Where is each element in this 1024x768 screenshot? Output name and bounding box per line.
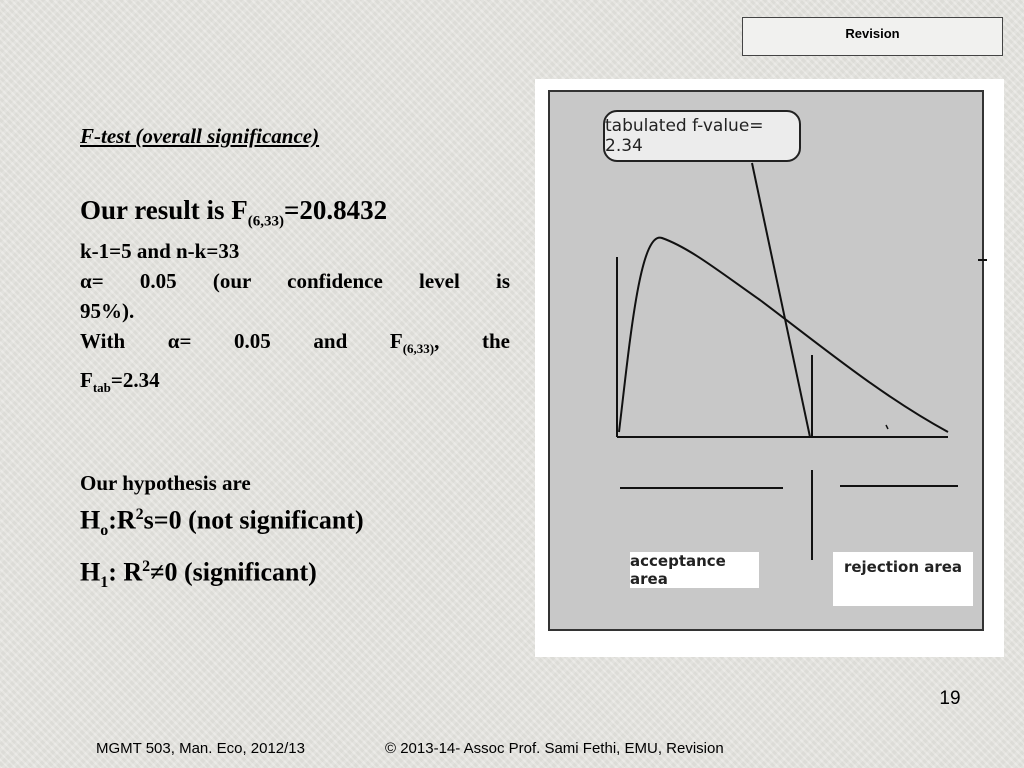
ftab-sub: tab <box>92 379 111 395</box>
page-number: 19 <box>939 688 961 709</box>
with-end: , the <box>434 329 510 354</box>
f-density-curve <box>619 238 948 432</box>
revision-label: Revision <box>742 17 1003 56</box>
confidence-cont: 95%). <box>80 299 135 324</box>
ftab-prefix: F <box>80 367 93 392</box>
result-prefix: Our result is F <box>80 195 248 225</box>
h1-sup: 2 <box>142 557 151 575</box>
footer-course: MGMT 503, Man. Eco, 2012/13 <box>96 740 305 757</box>
alpha-symbol: α <box>80 269 92 294</box>
hypothesis-title: Our hypothesis are <box>80 470 251 495</box>
ftab-value: =2.34 <box>110 367 160 392</box>
h1-mid: : R <box>108 557 143 587</box>
h1-text: ≠0 (significant) <box>150 557 317 587</box>
with-alpha-text: = 0.05 and F <box>179 329 403 354</box>
footer-copyright: © 2013-14- Assoc Prof. Sami Fethi, EMU, Revision <box>385 740 724 757</box>
h1-prefix: H <box>80 557 101 587</box>
h0-sup: 2 <box>135 505 144 523</box>
result-value: =20.8432 <box>284 195 388 225</box>
h0-sub: o <box>100 521 109 539</box>
result-sub: (6,33) <box>247 213 285 230</box>
h0-mid: :R <box>108 505 136 535</box>
acceptance-area-label: acceptance area <box>630 552 759 588</box>
slide-heading: F-test (overall significance) <box>80 124 320 148</box>
h0-text: s=0 (not significant) <box>143 505 364 535</box>
with-sub: (6,33) <box>402 341 435 357</box>
tabulated-f-value-callout: tabulated f-value= 2.34 <box>603 110 801 162</box>
df-line: k-1=5 and n-k=33 <box>80 239 240 264</box>
alpha-text: = 0.05 (our confidence level is <box>91 269 510 294</box>
with-alpha-symbol: α <box>167 329 180 354</box>
h1-sub: 1 <box>100 573 109 591</box>
h0-prefix: H <box>80 505 101 535</box>
with-word: With <box>80 329 126 354</box>
tail-tick-mark <box>886 425 888 429</box>
rejection-area-label: rejection area <box>833 552 973 606</box>
